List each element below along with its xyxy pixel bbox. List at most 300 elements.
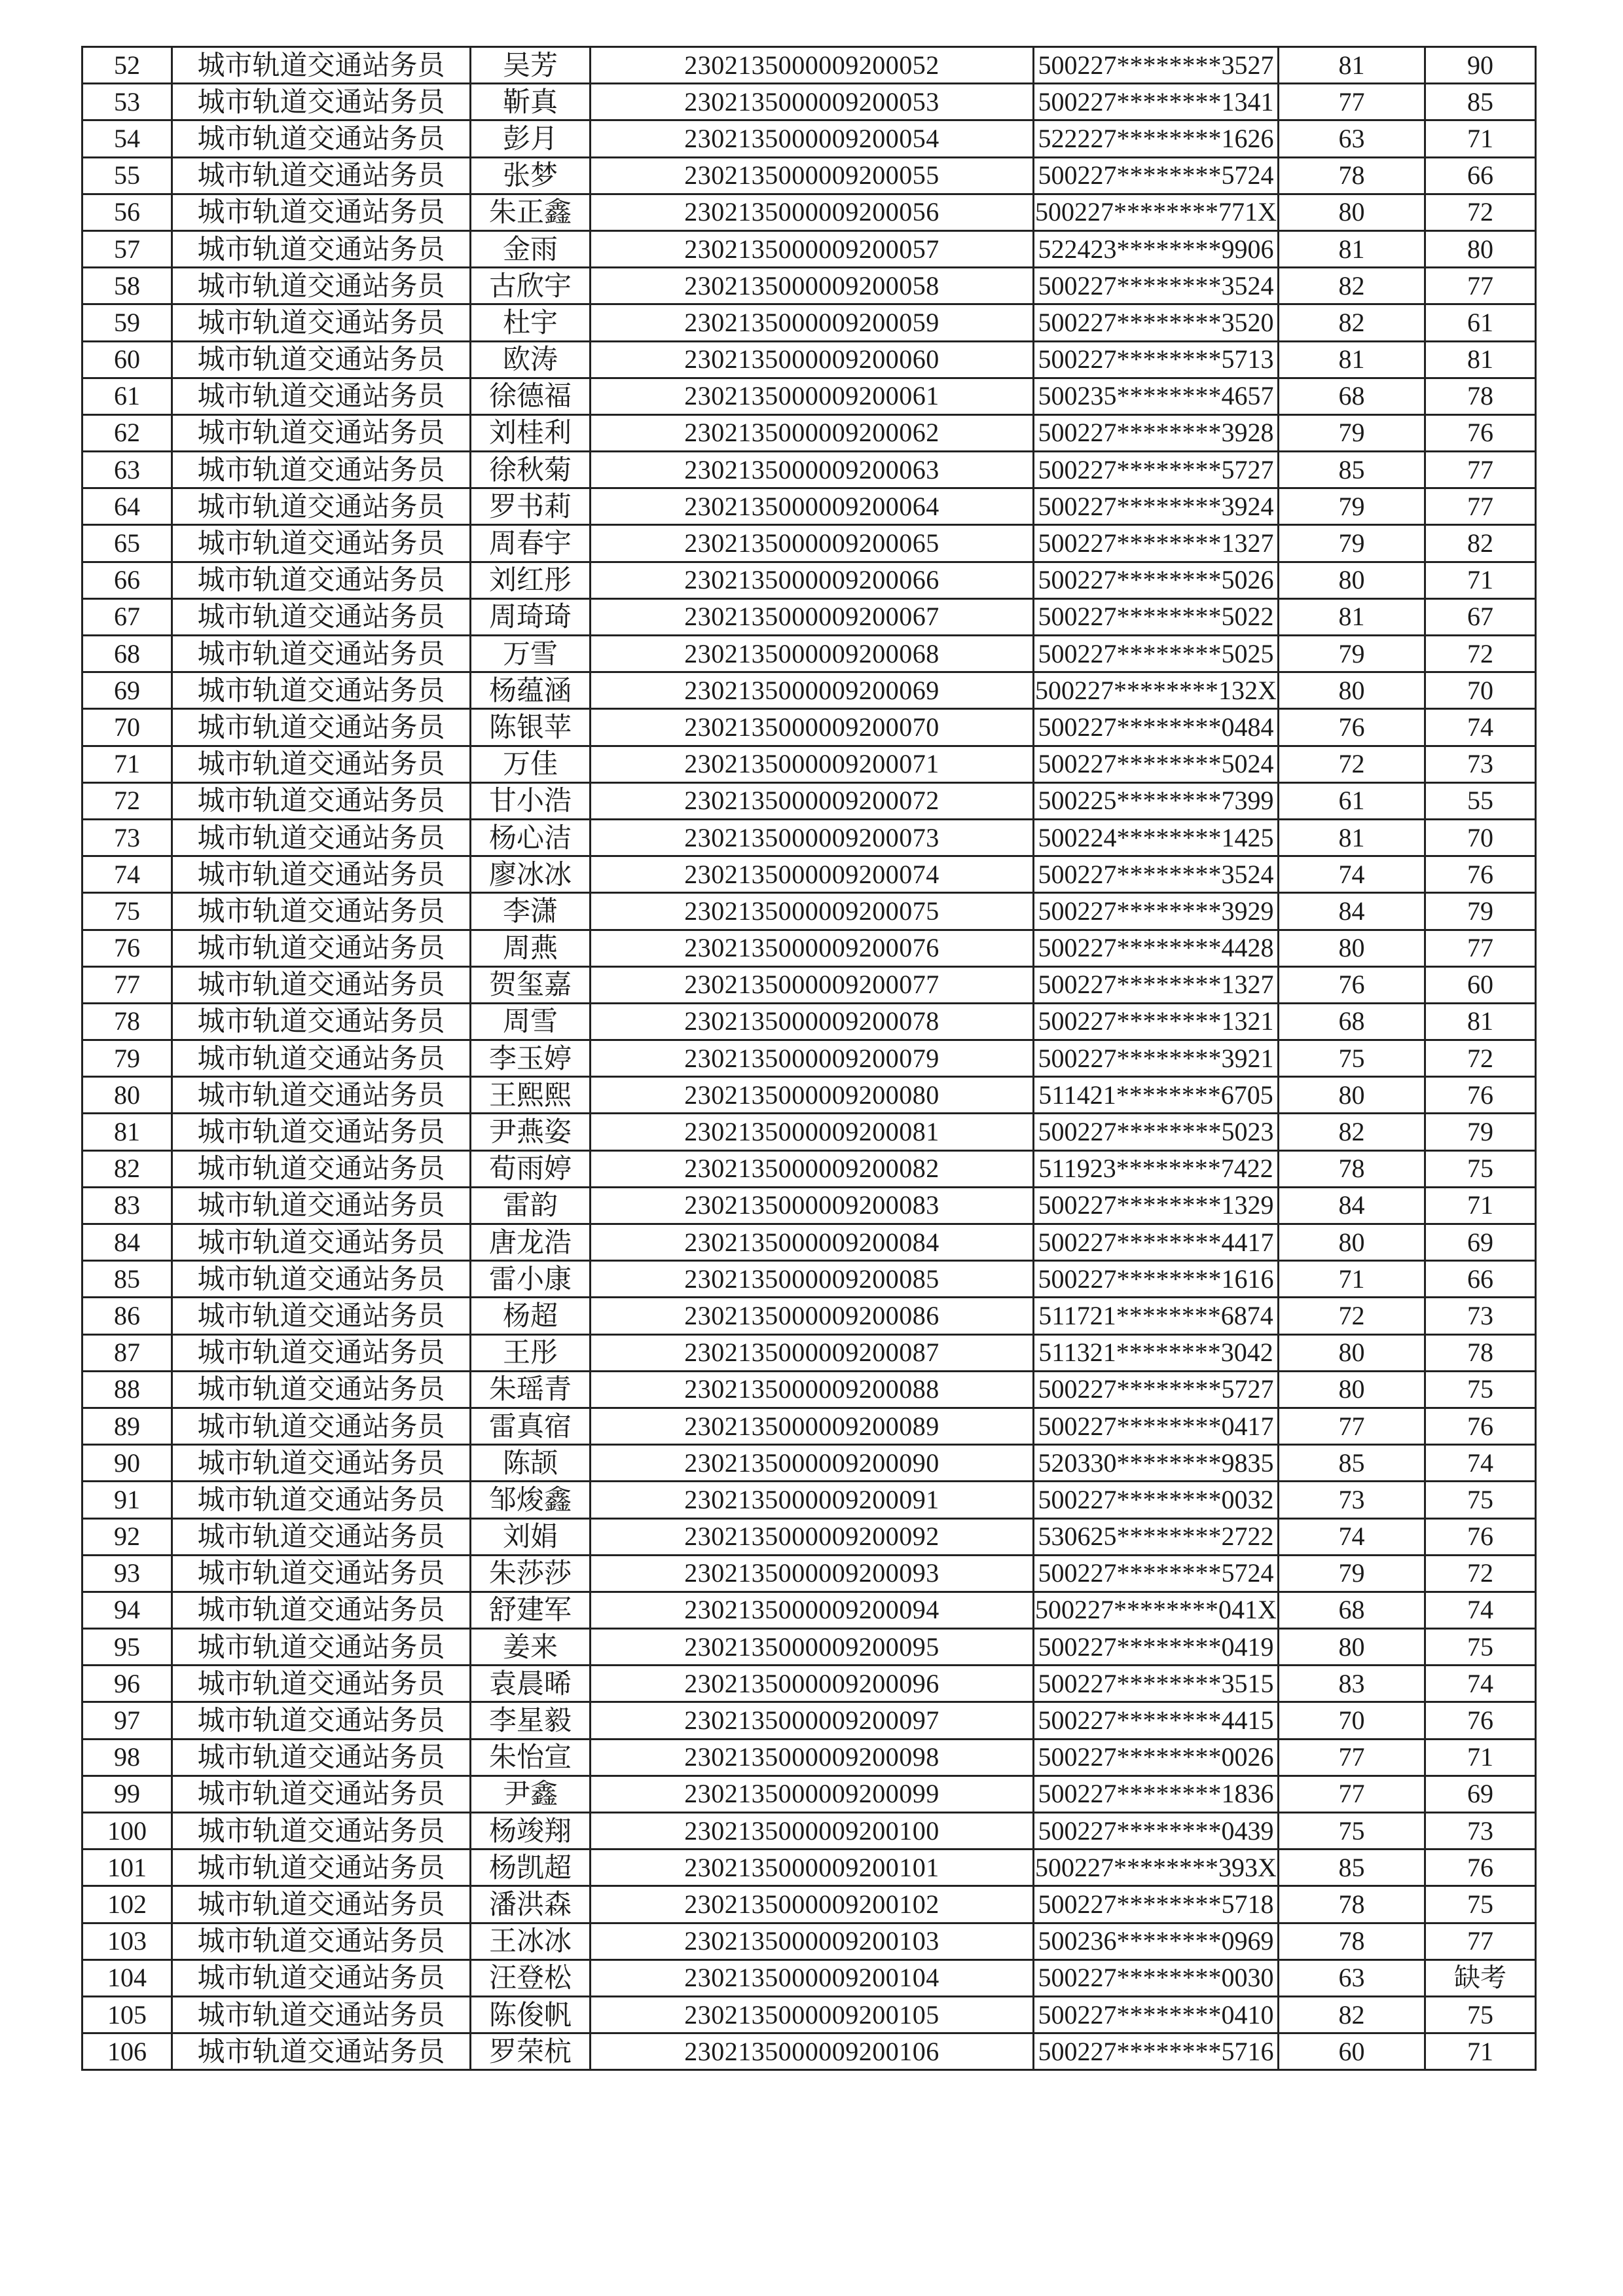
table-row (82, 268, 1536, 304)
admission-ticket-number-cell: 2302135000009200069 (591, 672, 1034, 709)
candidate-name-cell: 唐龙浩 (471, 1224, 591, 1261)
id-card-number-cell: 522423********9906 (1034, 230, 1279, 267)
admission-ticket-number-cell: 2302135000009200077 (591, 966, 1034, 1003)
job-title-cell: 城市轨道交通站务员 (172, 1959, 471, 1996)
row-number-cell: 89 (82, 1408, 172, 1444)
id-card-number-cell: 500227********771X (1034, 194, 1279, 230)
job-title-cell: 城市轨道交通站务员 (172, 47, 471, 84)
admission-ticket-number-cell: 2302135000009200097 (591, 1702, 1034, 1739)
admission-ticket-number-cell: 2302135000009200059 (591, 304, 1034, 341)
theory-score-cell: 63 (1279, 1959, 1425, 1996)
table-row (82, 709, 1536, 746)
job-title-cell: 城市轨道交通站务员 (172, 230, 471, 267)
candidate-name-cell: 彭月 (471, 120, 591, 157)
table-row (82, 1813, 1536, 1850)
candidate-name-cell: 吴芳 (471, 47, 591, 84)
table-row (82, 672, 1536, 709)
admission-ticket-number-cell: 2302135000009200060 (591, 341, 1034, 378)
row-number-cell: 106 (82, 2033, 172, 2070)
admission-ticket-number-cell: 2302135000009200065 (591, 525, 1034, 562)
skill-score-cell: 85 (1425, 84, 1536, 120)
admission-ticket-number-cell: 2302135000009200071 (591, 746, 1034, 782)
row-number-cell: 90 (82, 1445, 172, 1482)
candidate-name-cell: 万雪 (471, 636, 591, 672)
theory-score-cell: 77 (1279, 84, 1425, 120)
id-card-number-cell: 511421********6705 (1034, 1077, 1279, 1114)
skill-score-cell: 90 (1425, 47, 1536, 84)
row-number-cell: 99 (82, 1776, 172, 1812)
id-card-number-cell: 500227********3527 (1034, 47, 1279, 84)
job-title-cell: 城市轨道交通站务员 (172, 1629, 471, 1666)
theory-score-cell: 80 (1279, 1077, 1425, 1114)
row-number-cell: 103 (82, 1923, 172, 1959)
table-row (82, 1334, 1536, 1371)
id-card-number-cell: 511721********6874 (1034, 1298, 1279, 1334)
theory-score-cell: 77 (1279, 1739, 1425, 1776)
job-title-cell: 城市轨道交通站务员 (172, 341, 471, 378)
job-title-cell: 城市轨道交通站务员 (172, 672, 471, 709)
table-row (82, 2033, 1536, 2070)
table-row (82, 1518, 1536, 1555)
id-card-number-cell: 500227********5716 (1034, 2033, 1279, 2070)
theory-score-cell: 79 (1279, 414, 1425, 451)
candidate-name-cell: 雷韵 (471, 1187, 591, 1224)
id-card-number-cell: 500227********5026 (1034, 562, 1279, 598)
row-number-cell: 73 (82, 819, 172, 856)
id-card-number-cell: 500227********393X (1034, 1850, 1279, 1886)
table-row (82, 598, 1536, 635)
job-title-cell: 城市轨道交通站务员 (172, 1150, 471, 1187)
skill-score-cell: 73 (1425, 746, 1536, 782)
skill-score-cell: 71 (1425, 2033, 1536, 2070)
theory-score-cell: 79 (1279, 1555, 1425, 1592)
table-row (82, 1298, 1536, 1334)
skill-score-cell: 69 (1425, 1776, 1536, 1812)
admission-ticket-number-cell: 2302135000009200082 (591, 1150, 1034, 1187)
row-number-cell: 68 (82, 636, 172, 672)
theory-score-cell: 74 (1279, 856, 1425, 893)
job-title-cell: 城市轨道交通站务员 (172, 1886, 471, 1923)
candidate-name-cell: 袁晨晞 (471, 1666, 591, 1702)
candidate-name-cell: 杨心洁 (471, 819, 591, 856)
candidate-name-cell: 陈银苹 (471, 709, 591, 746)
candidate-name-cell: 欧涛 (471, 341, 591, 378)
skill-score-cell: 60 (1425, 966, 1536, 1003)
candidate-name-cell: 徐秋菊 (471, 452, 591, 488)
id-card-number-cell: 500227********5724 (1034, 1555, 1279, 1592)
theory-score-cell: 75 (1279, 1040, 1425, 1077)
id-card-number-cell: 500227********5022 (1034, 598, 1279, 635)
skill-score-cell: 73 (1425, 1298, 1536, 1334)
candidate-name-cell: 王彤 (471, 1334, 591, 1371)
theory-score-cell: 78 (1279, 1150, 1425, 1187)
candidate-name-cell: 王冰冰 (471, 1923, 591, 1959)
skill-score-cell: 55 (1425, 782, 1536, 819)
row-number-cell: 79 (82, 1040, 172, 1077)
skill-score-cell: 71 (1425, 562, 1536, 598)
admission-ticket-number-cell: 2302135000009200053 (591, 84, 1034, 120)
skill-score-cell: 76 (1425, 1518, 1536, 1555)
candidate-name-cell: 金雨 (471, 230, 591, 267)
job-title-cell: 城市轨道交通站务员 (172, 598, 471, 635)
table-row (82, 120, 1536, 157)
theory-score-cell: 85 (1279, 1445, 1425, 1482)
row-number-cell: 53 (82, 84, 172, 120)
id-card-number-cell: 500227********0030 (1034, 1959, 1279, 1996)
job-title-cell: 城市轨道交通站务员 (172, 1739, 471, 1776)
theory-score-cell: 68 (1279, 378, 1425, 414)
candidate-name-cell: 陈俊帆 (471, 1996, 591, 2033)
theory-score-cell: 81 (1279, 341, 1425, 378)
admission-ticket-number-cell: 2302135000009200098 (591, 1739, 1034, 1776)
skill-score-cell: 71 (1425, 1739, 1536, 1776)
skill-score-cell: 70 (1425, 672, 1536, 709)
id-card-number-cell: 500227********1327 (1034, 966, 1279, 1003)
job-title-cell: 城市轨道交通站务员 (172, 1555, 471, 1592)
row-number-cell: 81 (82, 1114, 172, 1150)
job-title-cell: 城市轨道交通站务员 (172, 1224, 471, 1261)
candidate-name-cell: 李星毅 (471, 1702, 591, 1739)
theory-score-cell: 81 (1279, 230, 1425, 267)
theory-score-cell: 80 (1279, 1371, 1425, 1408)
admission-ticket-number-cell: 2302135000009200070 (591, 709, 1034, 746)
admission-ticket-number-cell: 2302135000009200083 (591, 1187, 1034, 1224)
candidate-name-cell: 尹鑫 (471, 1776, 591, 1812)
candidate-name-cell: 廖冰冰 (471, 856, 591, 893)
job-title-cell: 城市轨道交通站务员 (172, 268, 471, 304)
theory-score-cell: 80 (1279, 562, 1425, 598)
admission-ticket-number-cell: 2302135000009200052 (591, 47, 1034, 84)
id-card-number-cell: 500227********132X (1034, 672, 1279, 709)
theory-score-cell: 72 (1279, 746, 1425, 782)
admission-ticket-number-cell: 2302135000009200093 (591, 1555, 1034, 1592)
theory-score-cell: 79 (1279, 488, 1425, 525)
id-card-number-cell: 500227********3924 (1034, 488, 1279, 525)
row-number-cell: 63 (82, 452, 172, 488)
row-number-cell: 59 (82, 304, 172, 341)
theory-score-cell: 84 (1279, 893, 1425, 930)
row-number-cell: 86 (82, 1298, 172, 1334)
theory-score-cell: 82 (1279, 268, 1425, 304)
table-row (82, 1959, 1536, 1996)
job-title-cell: 城市轨道交通站务员 (172, 856, 471, 893)
skill-score-cell: 71 (1425, 120, 1536, 157)
admission-ticket-number-cell: 2302135000009200100 (591, 1813, 1034, 1850)
table-row (82, 1482, 1536, 1518)
table-row (82, 1150, 1536, 1187)
candidate-name-cell: 陈颉 (471, 1445, 591, 1482)
admission-ticket-number-cell: 2302135000009200054 (591, 120, 1034, 157)
skill-score-cell: 76 (1425, 1077, 1536, 1114)
row-number-cell: 91 (82, 1482, 172, 1518)
job-title-cell: 城市轨道交通站务员 (172, 1702, 471, 1739)
skill-score-cell: 75 (1425, 1371, 1536, 1408)
candidate-name-cell: 罗荣杭 (471, 2033, 591, 2070)
table-row (82, 1739, 1536, 1776)
theory-score-cell: 80 (1279, 1629, 1425, 1666)
job-title-cell: 城市轨道交通站务员 (172, 819, 471, 856)
row-number-cell: 55 (82, 157, 172, 194)
id-card-number-cell: 500227********1321 (1034, 1003, 1279, 1040)
skill-score-cell: 76 (1425, 414, 1536, 451)
table-row (82, 1776, 1536, 1812)
job-title-cell: 城市轨道交通站务员 (172, 525, 471, 562)
row-number-cell: 67 (82, 598, 172, 635)
table-row (82, 746, 1536, 782)
id-card-number-cell: 500227********4428 (1034, 930, 1279, 966)
candidate-name-cell: 张梦 (471, 157, 591, 194)
theory-score-cell: 75 (1279, 1813, 1425, 1850)
table-row (82, 562, 1536, 598)
admission-ticket-number-cell: 2302135000009200091 (591, 1482, 1034, 1518)
theory-score-cell: 74 (1279, 1518, 1425, 1555)
row-number-cell: 61 (82, 378, 172, 414)
candidate-name-cell: 刘红彤 (471, 562, 591, 598)
skill-score-cell: 72 (1425, 1555, 1536, 1592)
row-number-cell: 60 (82, 341, 172, 378)
table-row (82, 893, 1536, 930)
skill-score-cell: 67 (1425, 598, 1536, 635)
id-card-number-cell: 500227********3515 (1034, 1666, 1279, 1702)
table-row (82, 1040, 1536, 1077)
id-card-number-cell: 500227********1341 (1034, 84, 1279, 120)
job-title-cell: 城市轨道交通站务员 (172, 1334, 471, 1371)
skill-score-cell: 80 (1425, 230, 1536, 267)
admission-ticket-number-cell: 2302135000009200085 (591, 1261, 1034, 1298)
row-number-cell: 105 (82, 1996, 172, 2033)
id-card-number-cell: 530625********2722 (1034, 1518, 1279, 1555)
job-title-cell: 城市轨道交通站务员 (172, 120, 471, 157)
candidate-name-cell: 刘娟 (471, 1518, 591, 1555)
candidate-name-cell: 荀雨婷 (471, 1150, 591, 1187)
table-row (82, 1408, 1536, 1444)
theory-score-cell: 63 (1279, 120, 1425, 157)
row-number-cell: 97 (82, 1702, 172, 1739)
theory-score-cell: 68 (1279, 1592, 1425, 1628)
id-card-number-cell: 500227********4415 (1034, 1702, 1279, 1739)
job-title-cell: 城市轨道交通站务员 (172, 1666, 471, 1702)
row-number-cell: 71 (82, 746, 172, 782)
id-card-number-cell: 500227********5727 (1034, 452, 1279, 488)
theory-score-cell: 77 (1279, 1408, 1425, 1444)
theory-score-cell: 72 (1279, 1298, 1425, 1334)
skill-score-cell: 76 (1425, 1702, 1536, 1739)
id-card-number-cell: 500227********5724 (1034, 157, 1279, 194)
theory-score-cell: 85 (1279, 452, 1425, 488)
candidate-name-cell: 古欣宇 (471, 268, 591, 304)
row-number-cell: 57 (82, 230, 172, 267)
theory-score-cell: 80 (1279, 930, 1425, 966)
admission-ticket-number-cell: 2302135000009200095 (591, 1629, 1034, 1666)
job-title-cell: 城市轨道交通站务员 (172, 488, 471, 525)
skill-score-cell: 66 (1425, 1261, 1536, 1298)
admission-ticket-number-cell: 2302135000009200081 (591, 1114, 1034, 1150)
table-row (82, 47, 1536, 84)
admission-ticket-number-cell: 2302135000009200061 (591, 378, 1034, 414)
job-title-cell: 城市轨道交通站务员 (172, 1187, 471, 1224)
skill-score-cell: 75 (1425, 1629, 1536, 1666)
theory-score-cell: 84 (1279, 1187, 1425, 1224)
skill-score-cell: 82 (1425, 525, 1536, 562)
skill-score-cell: 72 (1425, 636, 1536, 672)
candidate-name-cell: 徐德福 (471, 378, 591, 414)
table-row (82, 1996, 1536, 2033)
candidate-name-cell: 杨竣翔 (471, 1813, 591, 1850)
job-title-cell: 城市轨道交通站务员 (172, 1923, 471, 1959)
skill-score-cell: 72 (1425, 1040, 1536, 1077)
skill-score-cell: 76 (1425, 1850, 1536, 1886)
table-row (82, 414, 1536, 451)
table-row (82, 1003, 1536, 1040)
table-row (82, 1629, 1536, 1666)
row-number-cell: 80 (82, 1077, 172, 1114)
skill-score-cell: 74 (1425, 1666, 1536, 1702)
theory-score-cell: 60 (1279, 2033, 1425, 2070)
job-title-cell: 城市轨道交通站务员 (172, 378, 471, 414)
skill-score-cell: 70 (1425, 819, 1536, 856)
row-number-cell: 54 (82, 120, 172, 157)
job-title-cell: 城市轨道交通站务员 (172, 1996, 471, 2033)
id-card-number-cell: 522227********1626 (1034, 120, 1279, 157)
table-row (82, 1187, 1536, 1224)
theory-score-cell: 61 (1279, 782, 1425, 819)
table-row (82, 304, 1536, 341)
table-row (82, 1114, 1536, 1150)
admission-ticket-number-cell: 2302135000009200056 (591, 194, 1034, 230)
candidate-name-cell: 朱怡宣 (471, 1739, 591, 1776)
row-number-cell: 56 (82, 194, 172, 230)
admission-ticket-number-cell: 2302135000009200088 (591, 1371, 1034, 1408)
candidate-name-cell: 王熙熙 (471, 1077, 591, 1114)
candidate-name-cell: 尹燕姿 (471, 1114, 591, 1150)
candidate-name-cell: 朱莎莎 (471, 1555, 591, 1592)
row-number-cell: 101 (82, 1850, 172, 1886)
table-row (82, 194, 1536, 230)
theory-score-cell: 80 (1279, 1334, 1425, 1371)
theory-score-cell: 81 (1279, 598, 1425, 635)
job-title-cell: 城市轨道交通站务员 (172, 1371, 471, 1408)
job-title-cell: 城市轨道交通站务员 (172, 414, 471, 451)
table-row (82, 1261, 1536, 1298)
skill-score-cell: 缺考 (1425, 1959, 1536, 1996)
admission-ticket-number-cell: 2302135000009200072 (591, 782, 1034, 819)
job-title-cell: 城市轨道交通站务员 (172, 84, 471, 120)
row-number-cell: 100 (82, 1813, 172, 1850)
row-number-cell: 94 (82, 1592, 172, 1628)
candidate-name-cell: 雷小康 (471, 1261, 591, 1298)
skill-score-cell: 71 (1425, 1187, 1536, 1224)
theory-score-cell: 68 (1279, 1003, 1425, 1040)
skill-score-cell: 66 (1425, 157, 1536, 194)
candidate-name-cell: 杜宇 (471, 304, 591, 341)
candidate-name-cell: 李玉婷 (471, 1040, 591, 1077)
id-card-number-cell: 500227********3921 (1034, 1040, 1279, 1077)
id-card-number-cell: 500227********0417 (1034, 1408, 1279, 1444)
row-number-cell: 93 (82, 1555, 172, 1592)
job-title-cell: 城市轨道交通站务员 (172, 1813, 471, 1850)
admission-ticket-number-cell: 2302135000009200099 (591, 1776, 1034, 1812)
id-card-number-cell: 500236********0969 (1034, 1923, 1279, 1959)
id-card-number-cell: 500235********4657 (1034, 378, 1279, 414)
admission-ticket-number-cell: 2302135000009200106 (591, 2033, 1034, 2070)
admission-ticket-number-cell: 2302135000009200057 (591, 230, 1034, 267)
admission-ticket-number-cell: 2302135000009200055 (591, 157, 1034, 194)
candidate-name-cell: 万佳 (471, 746, 591, 782)
results-table (81, 46, 1537, 2071)
admission-ticket-number-cell: 2302135000009200086 (591, 1298, 1034, 1334)
table-row (82, 930, 1536, 966)
skill-score-cell: 74 (1425, 1445, 1536, 1482)
skill-score-cell: 81 (1425, 1003, 1536, 1040)
job-title-cell: 城市轨道交通站务员 (172, 1518, 471, 1555)
theory-score-cell: 78 (1279, 1886, 1425, 1923)
candidate-name-cell: 周燕 (471, 930, 591, 966)
id-card-number-cell: 500224********1425 (1034, 819, 1279, 856)
table-row (82, 488, 1536, 525)
theory-score-cell: 79 (1279, 525, 1425, 562)
skill-score-cell: 78 (1425, 378, 1536, 414)
admission-ticket-number-cell: 2302135000009200096 (591, 1666, 1034, 1702)
table-row (82, 636, 1536, 672)
job-title-cell: 城市轨道交通站务员 (172, 782, 471, 819)
job-title-cell: 城市轨道交通站务员 (172, 1408, 471, 1444)
table-row (82, 782, 1536, 819)
admission-ticket-number-cell: 2302135000009200102 (591, 1886, 1034, 1923)
theory-score-cell: 80 (1279, 194, 1425, 230)
row-number-cell: 88 (82, 1371, 172, 1408)
table-row (82, 452, 1536, 488)
row-number-cell: 95 (82, 1629, 172, 1666)
id-card-number-cell: 511321********3042 (1034, 1334, 1279, 1371)
theory-score-cell: 82 (1279, 1996, 1425, 2033)
admission-ticket-number-cell: 2302135000009200067 (591, 598, 1034, 635)
id-card-number-cell: 500227********3520 (1034, 304, 1279, 341)
candidate-name-cell: 潘洪森 (471, 1886, 591, 1923)
skill-score-cell: 79 (1425, 1114, 1536, 1150)
id-card-number-cell: 500227********5024 (1034, 746, 1279, 782)
row-number-cell: 58 (82, 268, 172, 304)
candidate-name-cell: 汪登松 (471, 1959, 591, 1996)
admission-ticket-number-cell: 2302135000009200105 (591, 1996, 1034, 2033)
id-card-number-cell: 500227********0026 (1034, 1739, 1279, 1776)
skill-score-cell: 76 (1425, 856, 1536, 893)
row-number-cell: 102 (82, 1886, 172, 1923)
theory-score-cell: 80 (1279, 1224, 1425, 1261)
job-title-cell: 城市轨道交通站务员 (172, 1040, 471, 1077)
job-title-cell: 城市轨道交通站务员 (172, 1077, 471, 1114)
admission-ticket-number-cell: 2302135000009200087 (591, 1334, 1034, 1371)
table-row (82, 1077, 1536, 1114)
admission-ticket-number-cell: 2302135000009200094 (591, 1592, 1034, 1628)
admission-ticket-number-cell: 2302135000009200074 (591, 856, 1034, 893)
table-row (82, 341, 1536, 378)
table-row (82, 378, 1536, 414)
theory-score-cell: 79 (1279, 636, 1425, 672)
row-number-cell: 92 (82, 1518, 172, 1555)
admission-ticket-number-cell: 2302135000009200075 (591, 893, 1034, 930)
row-number-cell: 83 (82, 1187, 172, 1224)
job-title-cell: 城市轨道交通站务员 (172, 452, 471, 488)
admission-ticket-number-cell: 2302135000009200089 (591, 1408, 1034, 1444)
admission-ticket-number-cell: 2302135000009200063 (591, 452, 1034, 488)
row-number-cell: 75 (82, 893, 172, 930)
id-card-number-cell: 500227********3524 (1034, 856, 1279, 893)
candidate-name-cell: 杨超 (471, 1298, 591, 1334)
table-row (82, 1702, 1536, 1739)
row-number-cell: 98 (82, 1739, 172, 1776)
id-card-number-cell: 500227********0439 (1034, 1813, 1279, 1850)
id-card-number-cell: 500227********0419 (1034, 1629, 1279, 1666)
